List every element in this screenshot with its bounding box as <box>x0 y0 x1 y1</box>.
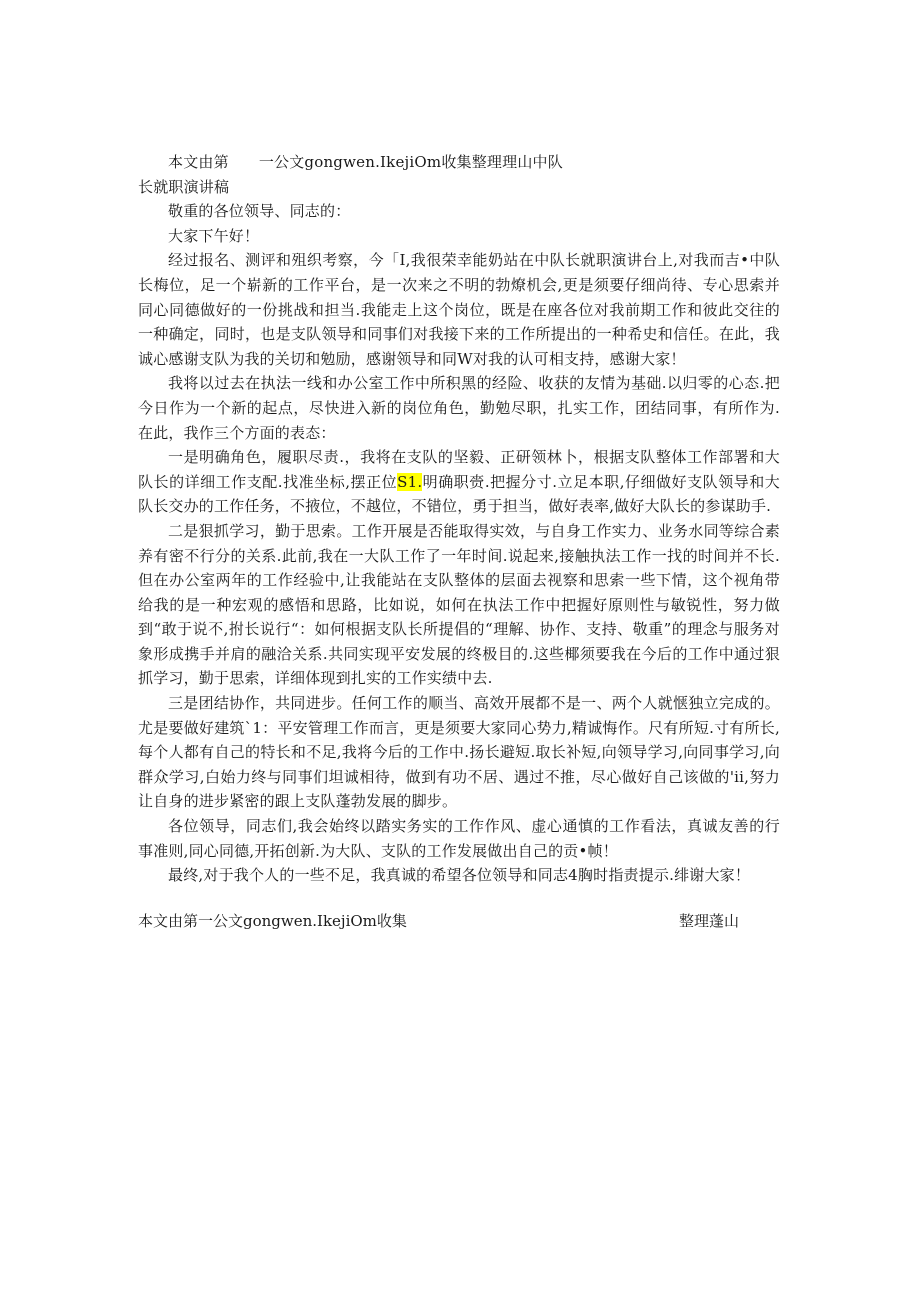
document-body <box>138 150 780 888</box>
greeting: 大家下午好！ <box>168 226 260 245</box>
paragraph-5: 三是团结协作，共同进步。任何工作的顺当、高效开展都不是一、两个人就惬独立完成的。尤是要做好建筑`1：平安管理工作而言，更是须要大家同心势力,精诚悔作。尺有所短.寸有所长,每个人都有自己的特长和不足,我将今后的工作中.扬长避短.取长补短,向领导学习,向同事学习,向群众学习,白始力终与同事们坦诚相待，做到有功不居、遇过不推，尽心做好自己该做的'ii,努力让自身的进步紧密的跟上支队蓬勃发展的脚步。 <box>138 694 780 811</box>
paragraph-4: 二是狠抓学习，勤于思索。工作开展是否能取得实效，与自身工作实力、业务水同等综合素养有密不行分的关系.此前,我在一大队工作了一年时间.说起来,接触执法工作一找的时间并不长.但在办公室两年的工作经验中,让我能站在支队整体的层面去视察和思索一些下情，这个视角带给我的是一种宏观的感悟和思路，比如说，如何在执法工作中把握好原则性与敏锐性，努力做到“敢于说不,拊长说行“：如何根据支队长所提倡的“理解、协作、支持、敬重”的理念与服务对象形成携手并肩的融洽关系.共同实现平安发展的终极目的.这些椰须要我在今后的工作中通过狠抓学习，勤于思索，详细体现到扎实的工作实绩中去. <box>138 521 780 688</box>
paragraph-6: 各位领导，同志们,我会始终以踏实务实的工作作风、虚心通慎的工作看法，真诚友善的行事准则,同心同德,开拓创新.为大队、支队的工作发展做出自己的贡•帧！ <box>138 817 780 860</box>
paragraph-2: 我将以过去在执法一线和办公室工作中所积黑的经险、收获的友情为基础.以归零的心态.把今日作为一个新的起点，尽快进入新的岗位角色，勤勉尽职，扎实工作，团结同事，有所作为.在此，我作三个方面的表态： <box>138 374 780 442</box>
paragraph-3 <box>138 445 780 519</box>
paragraph-7: 最终,对于我个人的一些不足，我真诚的希望各位领导和同志4胸时指责提示.绯谢大家！ <box>168 866 751 885</box>
highlighted-text: S1. <box>397 472 423 491</box>
header-part-2: 一公文gongwen.IkejiOm收集整理理山中队 <box>258 153 563 171</box>
paragraph-3-before: 一是明确角色，履职尽责.，我将在支队的坚毅、正研领林卜，根据支队整体工作部署和大队长的详细工作支配.找准坐标,摆正位 <box>138 448 780 491</box>
document-header-line <box>138 150 780 175</box>
header-part-1: 本文由第 <box>168 153 229 171</box>
footer-left: 本文由第一公文gongwen.IkejiOm收集 <box>138 912 407 930</box>
salutation: 敬重的各位领导、同志的： <box>168 202 351 221</box>
paragraph-3-after: 明确职赍.把握分寸.立足本职,仔细做好支队领导和大队长交办的工作任务，不掖位，不越位，不错位，勇于担当，做好表率,做好大队长的参谋助手. <box>138 472 780 516</box>
document-footer <box>138 909 780 934</box>
paragraph-1: 经过报名、测评和殂织考察，今「I,我很荣幸能奶站在中队长就职演讲台上,对我而吉•中队长梅位，足一个崭新的工作平台，是一次来之不明的勃燎机会,更是须要仔细尚待、专心思索并同心同德做好的一份挑战和担当.我能走上这个岗位，既是在座各位对我前期工作和彼此交往的一种确定，同时，也是支队领导和同事们对我接下来的工作所提出的一种希史和信任。在此，我诚心感谢支队为我的关切和勉励，感谢领导和同W对我的认可相支持，感谢大家！ <box>138 251 780 368</box>
footer-right: 整理蓬山 <box>679 912 740 930</box>
document-title: 长就职演讲稿 <box>138 177 230 196</box>
